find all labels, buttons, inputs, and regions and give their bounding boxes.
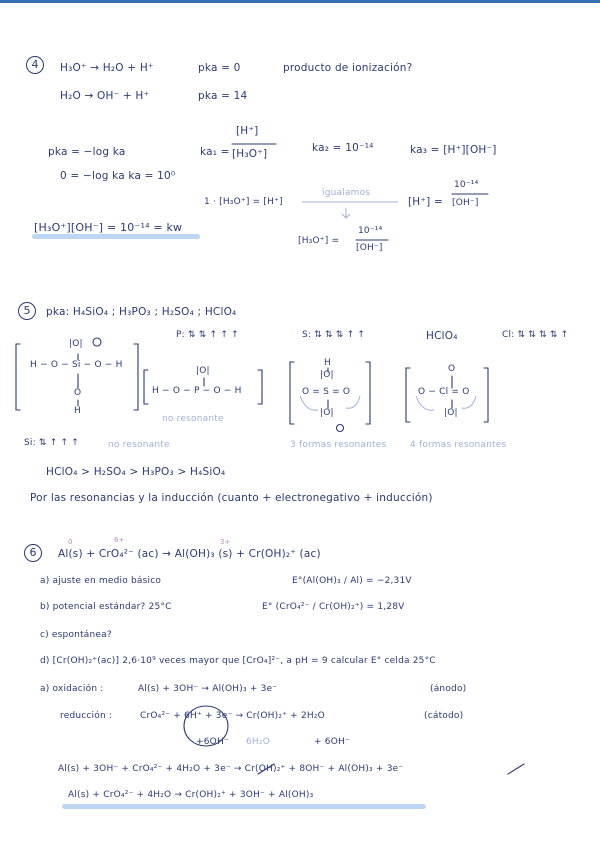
acid-list: pka: H₄SiO₄ ; H₃PO₃ ; H₂SO₄ ; HClO₄ xyxy=(46,306,237,318)
acidity-reason: Por las resonancias y la inducción (cuanto + electronegativo + inducción) xyxy=(30,492,433,504)
pka-zero: pka = 0 xyxy=(198,62,241,74)
cl-structure: O − Cl = O xyxy=(418,387,470,397)
top-edge-stripe xyxy=(0,0,600,3)
question-c: c) espontánea? xyxy=(40,630,112,640)
si-top-oxygen: |O| xyxy=(69,339,83,349)
pka-fourteen: pka = 14 xyxy=(198,90,248,102)
eq-h3o-dissociation: H₃O⁺ → H₂O + H⁺ xyxy=(60,62,154,74)
question-d: d) [Cr(OH)₂⁺(ac)] 2,6·10⁹ veces mayor que [CrO₄]²⁻, a pH = 9 calcular E° celda 25°C xyxy=(40,656,436,666)
ox-state-cr-product: 3+ xyxy=(220,538,231,546)
h3o-label: [H₃O⁺] = xyxy=(298,236,340,246)
s-top-hydrogen: H xyxy=(324,358,331,368)
oxidation-label: a) oxidación : xyxy=(40,684,104,694)
h-plus-label: [H⁺] = xyxy=(408,196,443,208)
cathode-label: (cátodo) xyxy=(424,711,464,721)
eq-water-dissociation: H₂O → OH⁻ + H⁺ xyxy=(60,90,150,102)
s-resonance-forms: 3 formas resonantes xyxy=(290,440,387,450)
kw-highlight xyxy=(32,234,200,239)
s-top-oxygen: |O| xyxy=(320,370,334,380)
anode-label: (ánodo) xyxy=(430,684,467,694)
h-plus-numerator: 10⁻¹⁴ xyxy=(454,180,479,190)
s-bottom-oxygen: |O| xyxy=(320,408,334,418)
h3o-numerator: 10⁻¹⁴ xyxy=(358,226,383,236)
plus-six-oh-right: + 6OH⁻ xyxy=(314,737,350,747)
s-structure: O = S = O xyxy=(302,387,351,397)
h-plus-denominator: [OH⁻] xyxy=(452,198,479,208)
h3o-denominator: [OH⁻] xyxy=(356,243,383,253)
ox-state-cr: 6+ xyxy=(114,536,125,544)
pka-definition: pka = −log ka xyxy=(48,146,126,158)
s-electron-config: S: ⇅ ⇅ ⇅ ↑ ↑ xyxy=(302,330,366,340)
h3o-condition: 1 · [H₃O⁺] = [H⁺] xyxy=(204,197,283,207)
ox-state-al: 0 xyxy=(68,538,73,546)
si-bottom-hydrogen: H xyxy=(74,406,81,416)
summed-equation: Al(s) + 3OH⁻ + CrO₄²⁻ + 4H₂O + 3e⁻ → Cr(OH)₂⁺ + 8OH⁻ + Al(OH)₃ + 3e⁻ xyxy=(58,764,404,774)
cl-bottom-oxygen: |O| xyxy=(444,408,458,418)
cl-resonance-forms: 4 formas resonantes xyxy=(410,440,507,450)
zero-log-equation: 0 = −log ka ka = 10⁰ xyxy=(60,170,176,182)
si-electron-config: Si: ⇅ ↑ ↑ ↑ xyxy=(24,438,80,448)
section-5-number: 5 xyxy=(18,302,36,320)
oxidation-half-reaction: Al(s) + 3OH⁻ → Al(OH)₃ + 3e⁻ xyxy=(138,684,278,694)
equalize-note: igualamos xyxy=(322,188,371,198)
main-reaction: Al(s) + CrO₄²⁻ (ac) → Al(OH)₃ (s) + Cr(OH)₂⁺ (ac) xyxy=(58,548,321,560)
final-equation-highlight xyxy=(62,804,426,809)
cl-electron-config: Cl: ⇅ ⇅ ⇅ ⇅ ↑ xyxy=(502,330,569,340)
p-structure: H − O − P − O − H xyxy=(152,386,242,396)
ka1-numerator: [H⁺] xyxy=(236,125,259,137)
ka1-denominator: [H₃O⁺] xyxy=(232,148,268,160)
question-b: b) potencial estándar? 25°C xyxy=(40,602,172,612)
p-electron-config: P: ⇅ ⇅ ↑ ↑ ↑ xyxy=(176,330,239,340)
ka1-label: ka₁ = xyxy=(200,146,230,158)
si-structure: H − O − Si − O − H xyxy=(30,360,123,370)
question-a: a) ajuste en medio básico xyxy=(40,576,162,586)
ka2-expression: ka₂ = 10⁻¹⁴ xyxy=(312,142,374,154)
si-bottom-oxygen: O xyxy=(74,388,82,398)
ka3-expression: ka₃ = [H⁺][OH⁻] xyxy=(410,144,497,156)
plus-six-oh: +6OH⁻ xyxy=(196,737,229,747)
e-cr: E° (CrO₄²⁻ / Cr(OH)₂⁺) = 1,28V xyxy=(262,602,405,612)
section-6-number: 6 xyxy=(24,544,42,562)
si-no-resonance: no resonante xyxy=(108,440,170,450)
reduction-label: reducción : xyxy=(60,711,113,721)
hclo4-label: HClO₄ xyxy=(426,330,458,342)
e-al: E°(Al(OH)₃ / Al) = −2,31V xyxy=(292,576,412,586)
ionization-question: producto de ionización? xyxy=(283,62,413,74)
cl-top-oxygen: O xyxy=(448,364,456,374)
section-4-number: 4 xyxy=(26,56,44,74)
final-equation: Al(s) + CrO₄²⁻ + 4H₂O → Cr(OH)₂⁺ + 3OH⁻ + Al(OH)₃ xyxy=(68,790,314,800)
kw-expression: [H₃O⁺][OH⁻] = 10⁻¹⁴ = kw xyxy=(34,221,183,234)
six-water: 6H₂O xyxy=(246,737,270,747)
p-top-oxygen: |O| xyxy=(196,366,210,376)
p-no-resonance: no resonante xyxy=(162,414,224,424)
reduction-half-reaction: CrO₄²⁻ + 6H⁺ + 3e⁻ → Cr(OH)₂⁺ + 2H₂O xyxy=(140,711,325,721)
acidity-order: HClO₄ > H₂SO₄ > H₃PO₃ > H₄SiO₄ xyxy=(46,466,226,478)
